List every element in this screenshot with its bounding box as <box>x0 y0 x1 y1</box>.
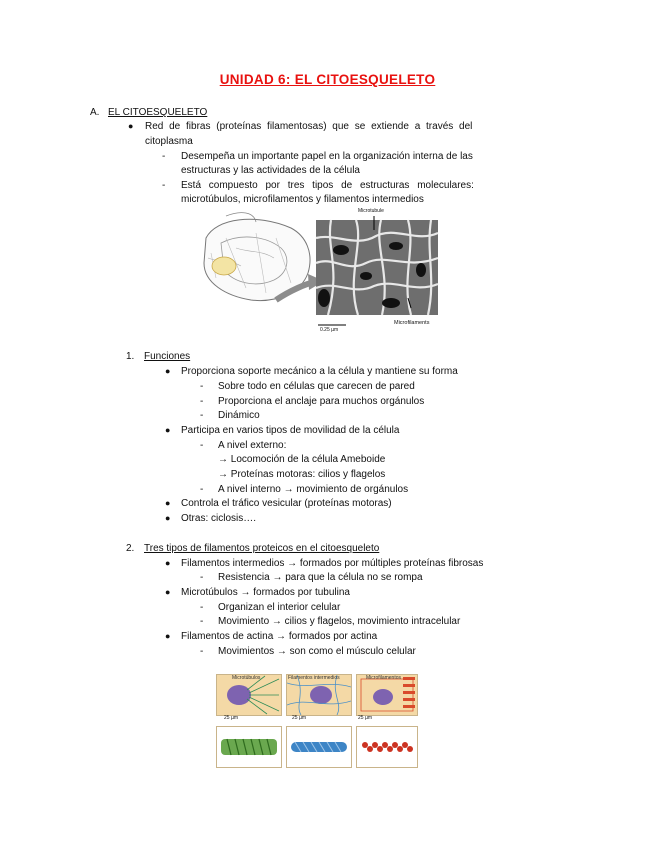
dash-icon: - <box>162 151 166 162</box>
cytoskeleton-figure <box>196 208 446 336</box>
panel2-label: Filamentos intermedios <box>288 675 340 681</box>
dash-icon: - <box>200 602 204 613</box>
panel2-scale: 25 µm <box>292 715 306 721</box>
dash-icon: - <box>200 440 204 451</box>
section-1-b2: Participa en varios tipos de movilidad de la célula <box>181 425 400 436</box>
section-2-b2-d2: Movimiento → cilios y flagelos, movimiento intracelular <box>218 616 461 627</box>
microtubule-model-icon <box>217 727 281 767</box>
bullet-icon: ● <box>165 587 171 597</box>
dash-icon: - <box>200 410 204 421</box>
dash-icon: - <box>200 572 204 583</box>
section-1-b1-d1: Sobre todo en células que carecen de pared <box>218 381 415 392</box>
bullet-icon: ● <box>165 366 171 376</box>
section-2-b2: Microtúbulos → formados por tubulina <box>181 587 350 598</box>
dash-icon: - <box>162 180 166 191</box>
cell-icon <box>287 675 351 715</box>
dash-icon: - <box>200 616 204 627</box>
bullet-icon: ● <box>165 513 171 523</box>
dash-icon: - <box>200 396 204 407</box>
dash-icon: - <box>200 484 204 495</box>
bullet-icon: ● <box>165 631 171 641</box>
section-a-bullet1-line2: citoplasma <box>145 136 193 147</box>
section-1-b1-d3: Dinámico <box>218 410 260 421</box>
section-1-heading: Funciones <box>144 351 191 362</box>
cell-icon <box>217 675 281 715</box>
dash-icon: - <box>200 381 204 392</box>
filaments-figure <box>216 674 420 774</box>
actin-filament-model-icon <box>357 727 417 767</box>
section-a-heading: EL CITOESQUELETO <box>108 107 208 118</box>
bullet-icon: ● <box>128 121 134 131</box>
section-a-dash1-line1: Desempeña un importante papel en la organización interna de las <box>181 151 473 162</box>
section-1-b3: Controla el tráfico vesicular (proteínas motoras) <box>181 498 392 509</box>
section-1-number: 1. <box>126 351 135 362</box>
section-1-b2-d1-a: → Locomoción de la célula Ameboide <box>218 454 386 465</box>
section-a-dash1-line2: estructuras y las actividades de la célula <box>181 165 360 176</box>
panel1-label: Microtúbulos <box>232 675 261 681</box>
intermediate-filament-model-icon <box>287 727 351 767</box>
panel3-scale: 25 µm <box>358 715 372 721</box>
section-2-b3-d1: Movimientos → son como el músculo celular <box>218 646 416 657</box>
section-1-b1-d2: Proporciona el anclaje para muchos orgánulos <box>218 396 425 407</box>
figure1-label-top: Microtubule <box>358 208 384 214</box>
cell-drawing-icon <box>196 208 446 336</box>
page-title: UNIDAD 6: EL CITOESQUELETO <box>219 72 436 87</box>
section-2-b2-d1: Organizan el interior celular <box>218 602 341 613</box>
microtubule-model <box>216 726 282 768</box>
section-1-b2-d2: A nivel interno → movimiento de orgánulos <box>218 484 409 495</box>
section-2-number: 2. <box>126 543 135 554</box>
section-a-bullet1-line1: Red de fibras (proteínas filamentosas) que se extiende a través del <box>145 121 473 132</box>
section-1-b4: Otras: ciclosis…. <box>181 513 257 524</box>
actin-filament-model <box>356 726 418 768</box>
section-2-b1-d1: Resistencia → para que la célula no se rompa <box>218 572 423 583</box>
section-1-b2-d1-b: → Proteínas motoras: cilios y flagelos <box>218 469 386 480</box>
bullet-icon: ● <box>165 425 171 435</box>
dash-icon: - <box>200 646 204 657</box>
figure1-scale: 0.25 µm <box>320 327 339 333</box>
section-a-dash2-line2: microtúbulos, microfilamentos y filamentos intermedios <box>181 194 424 205</box>
section-2-b3: Filamentos de actina → formados por actina <box>181 631 378 642</box>
figure1-label-bottom: Microfilaments <box>394 320 430 326</box>
cell-icon <box>357 675 417 715</box>
section-a-marker: A. <box>90 107 100 118</box>
section-1-b2-d1: A nivel externo: <box>218 440 287 451</box>
section-2-b1: Filamentos intermedios → formados por múltiples proteínas fibrosas <box>181 558 484 569</box>
section-a-dash2-line1: Está compuesto por tres tipos de estructuras moleculares: <box>181 180 474 191</box>
panel3-label: Microfilamentos <box>366 675 402 681</box>
intermediate-filament-model <box>286 726 352 768</box>
section-1-b1: Proporciona soporte mecánico a la célula y mantiene su forma <box>181 366 458 377</box>
panel1-scale: 25 µm <box>224 715 238 721</box>
section-2-heading: Tres tipos de filamentos proteicos en el citoesqueleto <box>144 543 380 554</box>
bullet-icon: ● <box>165 498 171 508</box>
bullet-icon: ● <box>165 558 171 568</box>
